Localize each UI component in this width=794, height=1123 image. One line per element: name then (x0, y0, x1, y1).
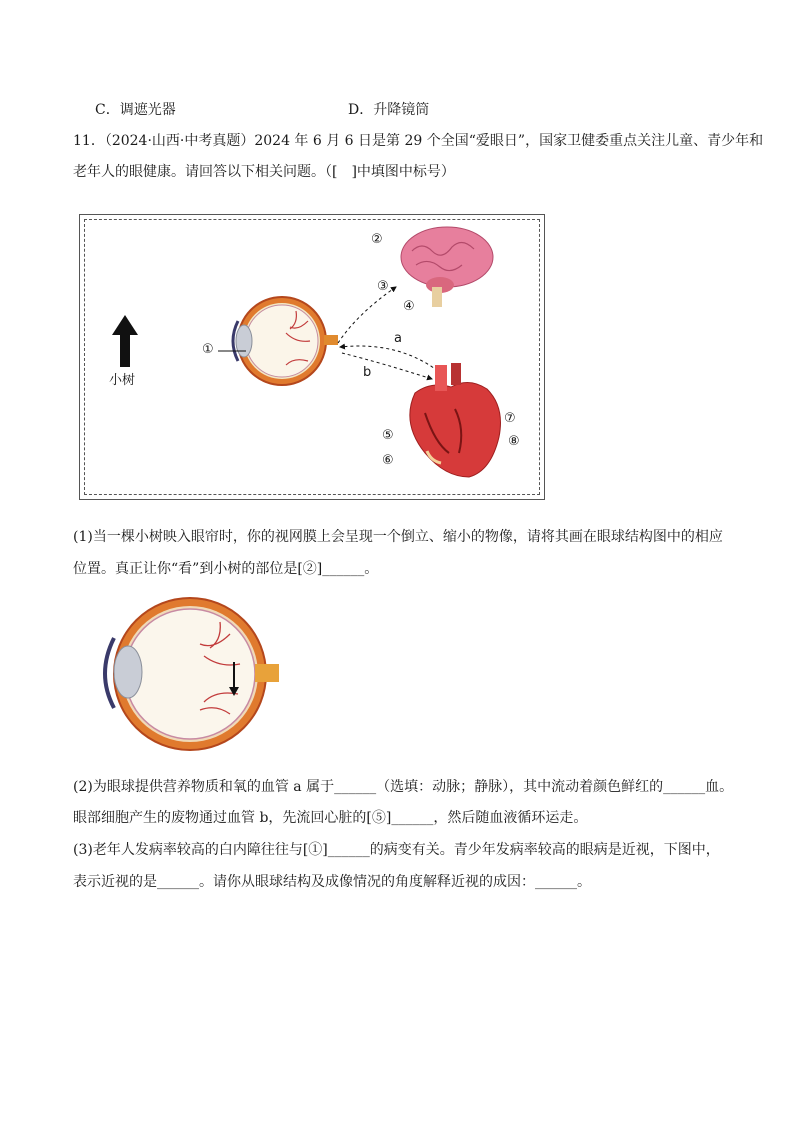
part1-line2: 位置。真正让你“看”到小树的部位是[②]______。 (73, 561, 379, 577)
part1-line1: (1)当一棵小树映入眼帘时，你的视网膜上会呈现一个倒立、缩小的物像，请将其画在眼球结构图中的相应 (73, 529, 723, 545)
marker-5: ⑤ (382, 428, 394, 443)
part3-line2: 表示近视的是______。请你从眼球结构及成像情况的角度解释近视的成因：______。 (73, 874, 591, 890)
marker-7: ⑦ (504, 411, 516, 426)
question-stem-line2: 老年人的眼健康。请回答以下相关问题。（[ ]中填图中标号） (73, 164, 455, 180)
marker-1-leader (218, 349, 246, 353)
marker-1: ① (202, 342, 214, 357)
option-c: C．调遮光器 (95, 102, 176, 118)
marker-3: ③ (377, 279, 389, 294)
tree-label: 小树 (109, 373, 136, 388)
figure-frame (79, 214, 545, 500)
marker-8: ⑧ (508, 434, 520, 449)
tree-arrow-icon (110, 313, 140, 369)
heart-diagram (395, 363, 505, 483)
marker-6: ⑥ (382, 453, 394, 468)
marker-2: ② (371, 232, 383, 247)
part2-line2: 眼部细胞产生的废物通过血管 b，先流回心脏的[⑤]______，然后随血液循环运走。 (73, 810, 588, 826)
marker-4: ④ (403, 299, 415, 314)
part3-line1: (3)老年人发病率较高的白内障往往与[①]______的病变有关。青少年发病率较高的眼病是近视，下图中， (73, 842, 720, 858)
vessel-b-label: b (363, 365, 372, 380)
vessel-a-label: a (394, 331, 402, 346)
part2-line1: (2)为眼球提供营养物质和氧的血管 a 属于______（选填：动脉；静脉），其中流动着颜色鲜红的______血。 (73, 779, 734, 795)
eye-image-figure (80, 594, 280, 754)
option-d: D．升降镜筒 (348, 102, 430, 118)
question-stem-line1: 11．（2024·山西·中考真题）2024 年 6 月 6 日是第 29 个全国“爱眼日”，国家卫健委重点关注儿童、青少年和 (73, 133, 764, 149)
